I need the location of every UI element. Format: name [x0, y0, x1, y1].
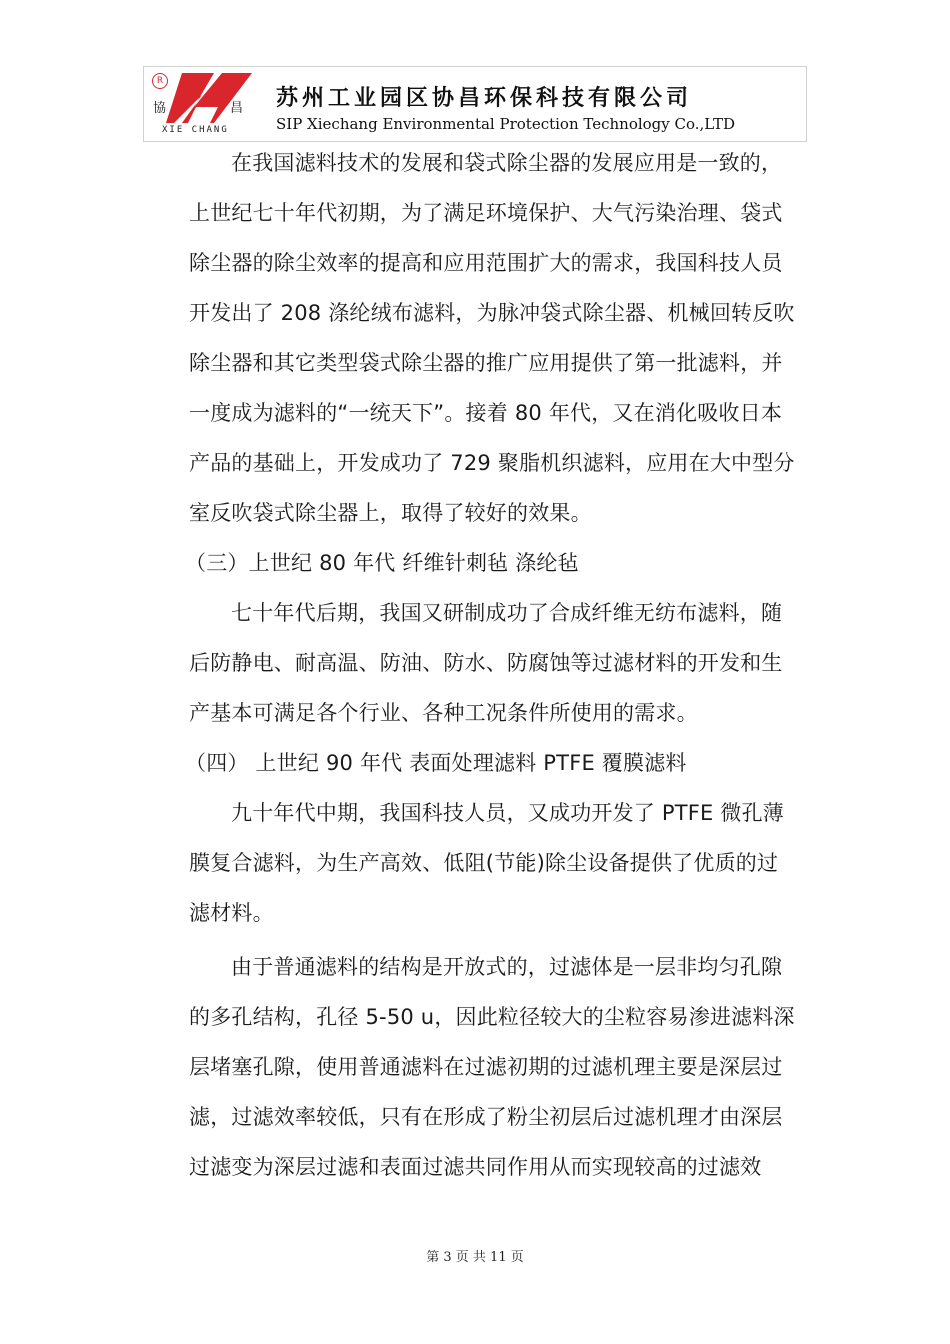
registered-mark-icon: R	[152, 73, 168, 89]
logo-char-chang: 昌	[230, 101, 244, 116]
letterhead	[143, 66, 807, 142]
section-heading: （三）上世纪 80 年代 纤维针刺毡 涤纶毡	[185, 551, 579, 575]
text-line: 开发出了 208 涤纶绒布滤料，为脉冲袋式除尘器、机械回转反吹	[189, 301, 795, 325]
logo-subtitle: XIE CHANG	[162, 125, 229, 135]
text-line: 上世纪七十年代初期，为了满足环境保护、大气污染治理、袋式	[189, 201, 783, 225]
section-heading: （四） 上世纪 90 年代 表面处理滤料 PTFE 覆膜滤料	[185, 751, 687, 775]
text-line: 除尘器和其它类型袋式除尘器的推广应用提供了第一批滤料，并	[189, 351, 783, 375]
text-line: 九十年代中期，我国科技人员，又成功开发了 PTFE 微孔薄	[231, 801, 784, 825]
text-line: 膜复合滤料，为生产高效、低阻(节能)除尘设备提供了优质的过	[189, 851, 779, 875]
text-line: 滤材料。	[189, 901, 274, 925]
text-line: 过滤变为深层过滤和表面过滤共同作用从而实现较高的过滤效	[189, 1155, 762, 1179]
logo-char-xie: 協	[153, 101, 167, 116]
text-line: 产基本可满足各个行业、各种工况条件所使用的需求。	[189, 701, 698, 725]
text-line: 后防静电、耐高温、防油、防水、防腐蚀等过滤材料的开发和生	[189, 651, 783, 675]
text-line: 室反吹袋式除尘器上，取得了较好的效果。	[189, 501, 592, 525]
text-line: 层堵塞孔隙，使用普通滤料在过滤初期的过滤机理主要是深层过	[189, 1055, 783, 1079]
document-body	[185, 138, 809, 1192]
text-line: 一度成为滤料的“一统天下”。接着 80 年代，又在消化吸收日本	[189, 401, 783, 425]
company-logo	[144, 67, 256, 141]
text-line: 除尘器的除尘效率的提高和应用范围扩大的需求，我国科技人员	[189, 251, 783, 275]
text-line: 在我国滤料技术的发展和袋式除尘器的发展应用是一致的，	[231, 151, 783, 175]
company-name-english: SIP Xiechang Environmental Protection Technology Co.,LTD	[276, 115, 736, 133]
text-line: 滤，过滤效率较低，只有在形成了粉尘初层后过滤机理才由深层	[189, 1105, 783, 1129]
text-line: 由于普通滤料的结构是开放式的，过滤体是一层非均匀孔隙	[231, 955, 783, 979]
company-name-chinese: 苏州工业园区协昌环保科技有限公司	[276, 86, 693, 111]
page-number-footer: 第 3 页 共 11 页	[426, 1250, 524, 1265]
text-line: 产品的基础上，开发成功了 729 聚脂机织滤料，应用在大中型分	[189, 451, 795, 475]
text-line: 七十年代后期，我国又研制成功了合成纤维无纺布滤料，随	[231, 601, 783, 625]
text-line: 的多孔结构，孔径 5-50 u，因此粒径较大的尘粒容易渗进滤料深	[189, 1005, 795, 1029]
